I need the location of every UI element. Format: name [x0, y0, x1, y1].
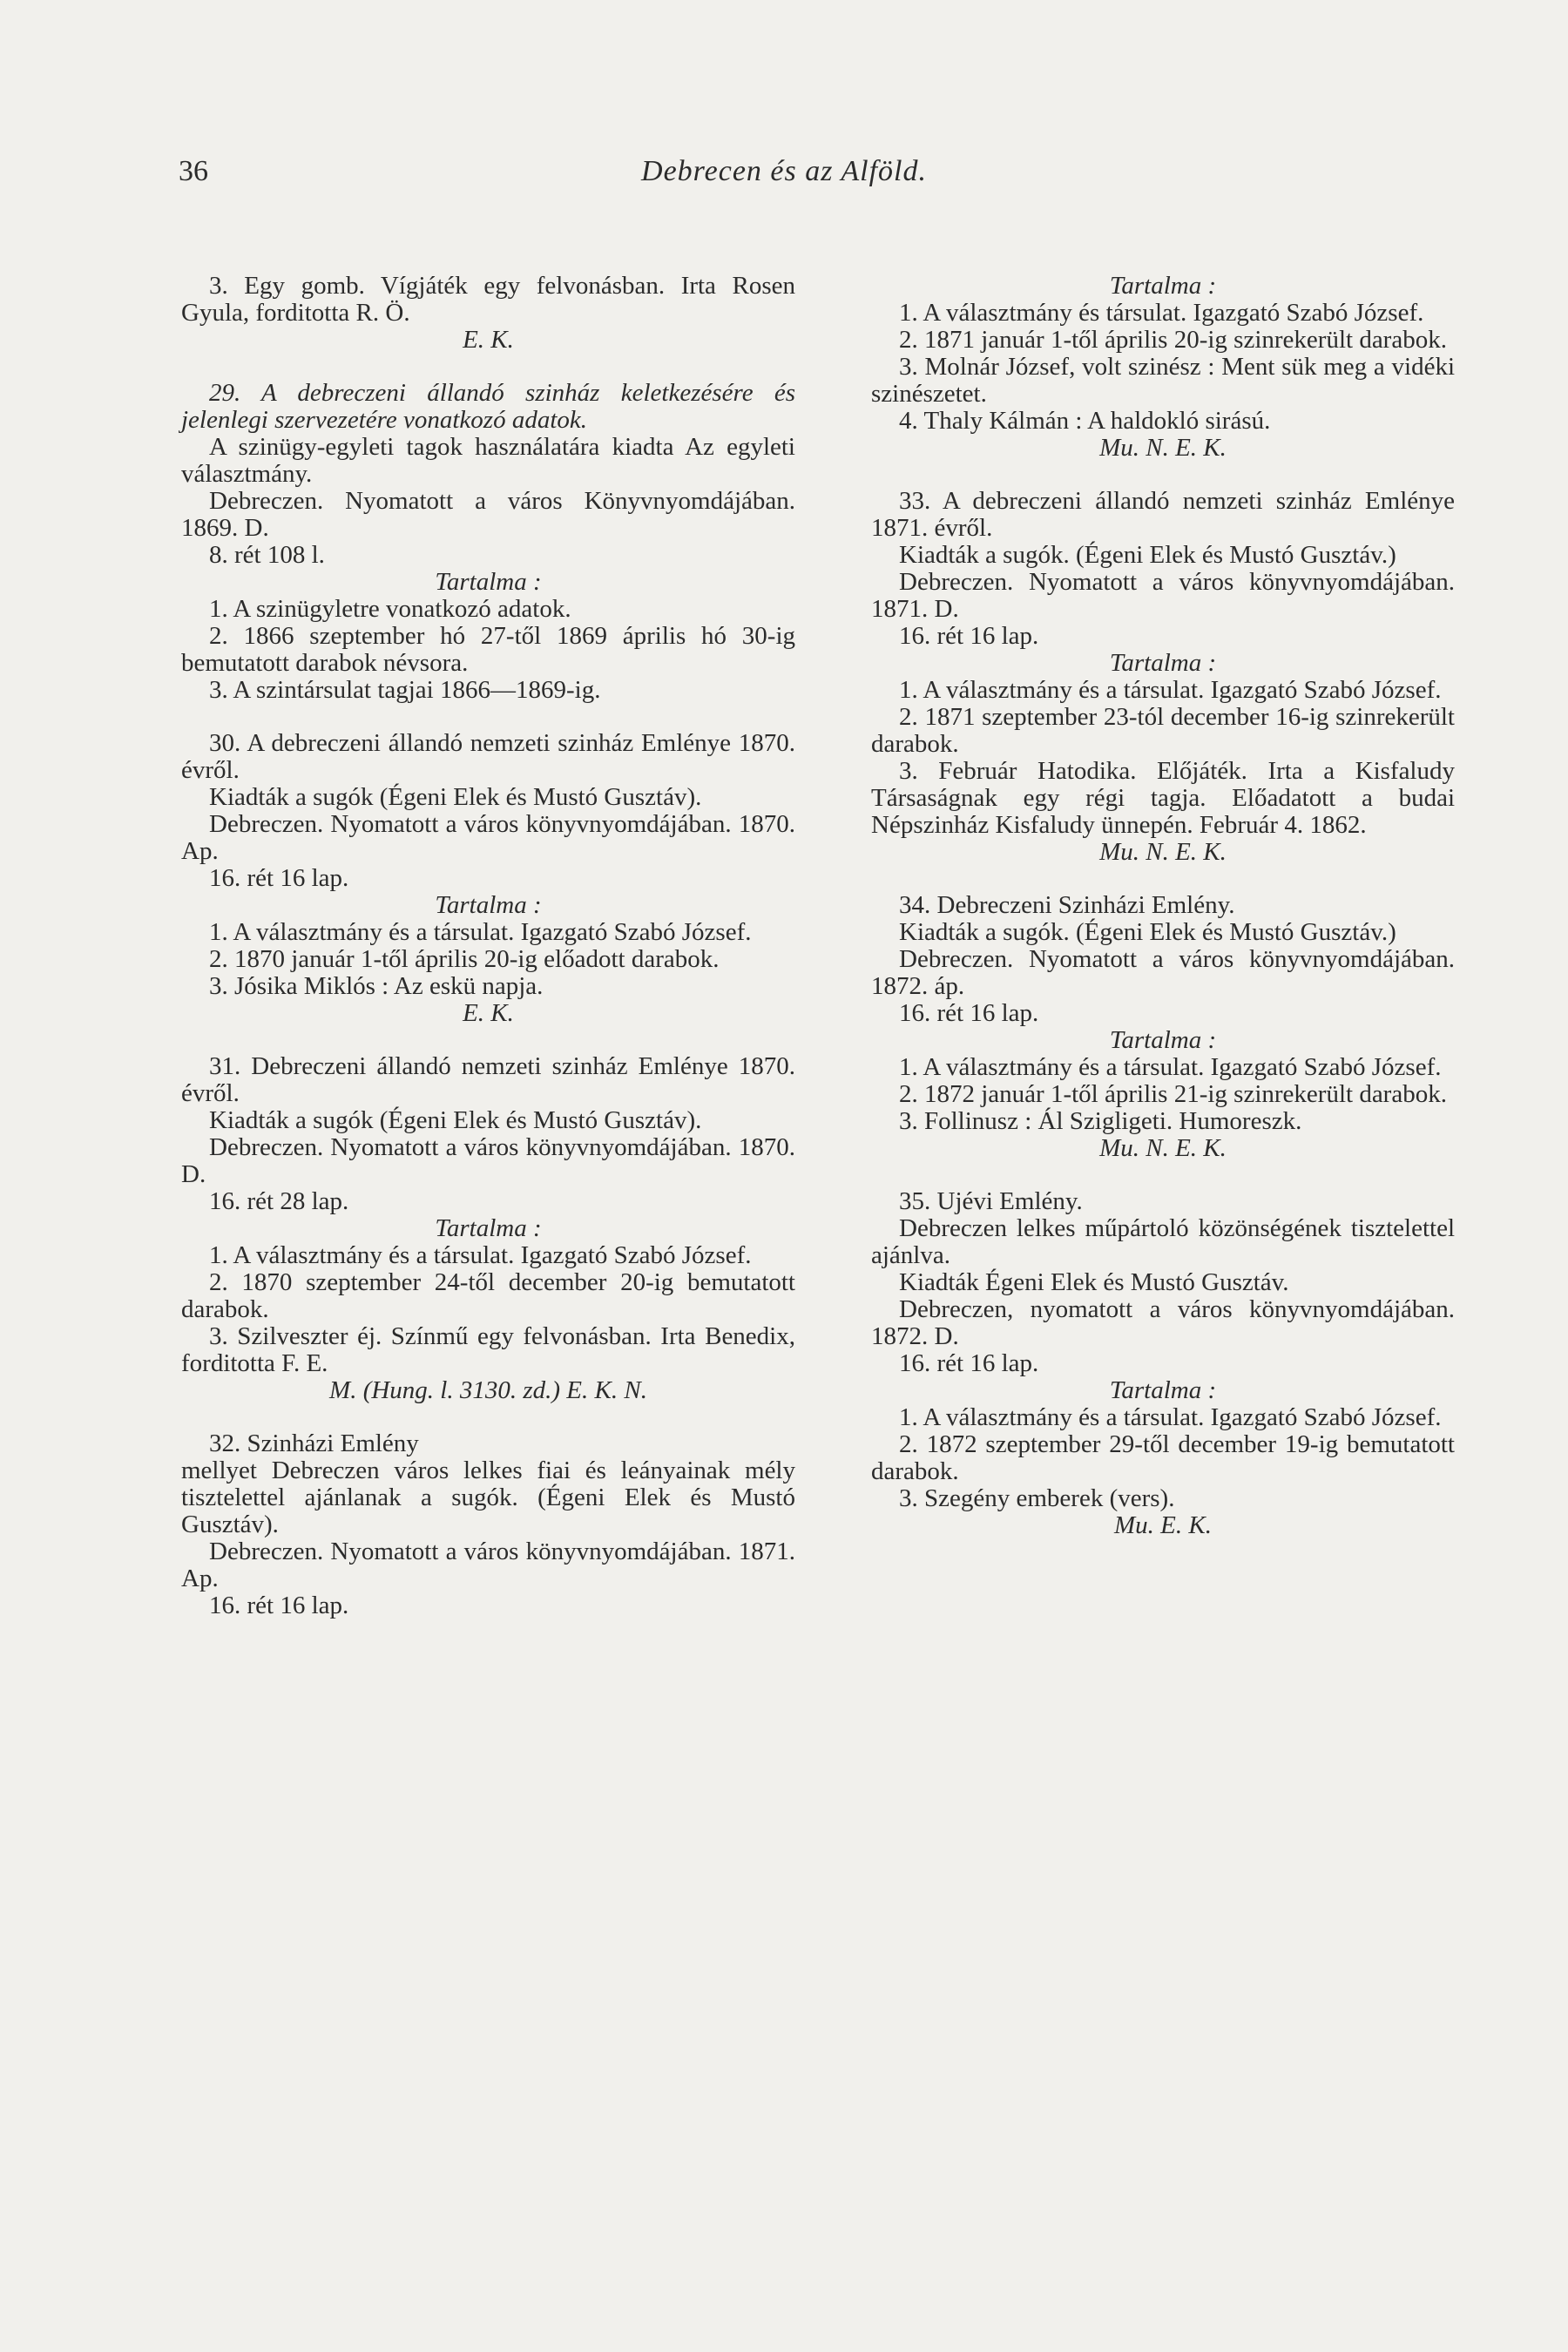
entry-line: 2. 1870 január 1-től április 20-ig előadott darabok. [209, 945, 720, 973]
entry-line: 8. rét 108 l. [209, 541, 325, 569]
entry-line: Debreczen. Nyomatott a város Könyvnyomdájában. 1869. D. [181, 487, 795, 542]
entry-line: 16. rét 16 lap. [209, 1592, 349, 1619]
entry-line: 3. Egy gomb. Vígjáték egy felvonásban. Irta Rosen Gyula, forditotta R. Ö. [181, 272, 795, 327]
entry-line: 3. Február Hatodika. Előjáték. Irta a Kisfaludy Társaságnak egy régi tagja. Előadatott a budai Népszinház Kisfaludy ünnepén. Február 4. 1862. [871, 757, 1455, 839]
entry-line: 29. A debreczeni állandó szinház keletkezésére és jelenlegi szervezetére vonatkozó adatok. [181, 379, 795, 434]
entry-line: Debreczen. Nyomatott a város könyvnyomdájában. 1870. Ap. [181, 810, 795, 865]
entry-line: E. K. [463, 999, 514, 1027]
entry-line: 33. A debreczeni állandó nemzeti szinház Emlénye 1871. évről. [871, 487, 1455, 542]
entry-line: Tartalma : [435, 1214, 542, 1242]
entry-line: Mu. E. K. [1114, 1511, 1212, 1539]
entry-line: Kiadták a sugók. (Égeni Elek és Mustó Gusztáv.) [899, 918, 1396, 946]
entry-line: Debreczen. Nyomatott a város könyvnyomdájában. 1871. Ap. [181, 1538, 795, 1592]
right-column [871, 273, 1455, 1565]
catalog-entry [871, 1188, 1455, 1539]
entry-line: Debreczen lelkes műpártoló közönségének tisztelettel ajánlva. [871, 1214, 1455, 1269]
entry-line: 16. rét 16 lap. [209, 864, 349, 892]
entry-line: 34. Debreczeni Szinházi Emlény. [899, 891, 1235, 919]
entry-line: 1. A választmány és a társulat. Igazgató Szabó József. [899, 1053, 1442, 1081]
entry-line: Kiadták Égeni Elek és Mustó Gusztáv. [899, 1268, 1289, 1296]
page-header [179, 155, 1389, 193]
entry-line: Debreczen. Nyomatott a város könyvnyomdájában. 1871. D. [871, 568, 1455, 623]
entry-line: 3. Molnár József, volt szinész : Ment sük meg a vidéki szinészetet. [871, 353, 1455, 408]
entry-line: 2. 1872 szeptember 29-től december 19-ig bemutatott darabok. [871, 1430, 1455, 1485]
entry-line: Tartalma : [1109, 1026, 1217, 1054]
entry-line: 1. A választmány és társulat. Igazgató Szabó József. [899, 299, 1424, 327]
entry-line: Debreczen. Nyomatott a város könyvnyomdájában. 1870. D. [181, 1133, 795, 1188]
entry-line: 3. A szintársulat tagjai 1866—1869-ig. [209, 676, 601, 704]
entry-line: 1. A választmány és a társulat. Igazgató Szabó József. [209, 1241, 752, 1269]
catalog-entry [181, 730, 795, 1027]
catalog-entry [871, 273, 1455, 462]
entry-line: Kiadták a sugók. (Égeni Elek és Mustó Gusztáv.) [899, 541, 1396, 569]
running-head: Debrecen és az Alföld. [641, 155, 927, 187]
entry-line: 2. 1871 január 1-től április 20-ig szinrekerült darabok. [899, 326, 1447, 354]
entry-line: A szinügy-egyleti tagok használatára kiadta Az egyleti választmány. [181, 433, 795, 488]
catalog-entry [871, 892, 1455, 1162]
entry-line: 1. A választmány és a társulat. Igazgató Szabó József. [209, 918, 752, 946]
entry-line: 32. Szinházi Emlény [209, 1429, 419, 1457]
entry-line: 3. Szilveszter éj. Színmű egy felvonásban. Irta Benedix, forditotta F. E. [181, 1322, 795, 1377]
entry-line: Tartalma : [435, 568, 542, 596]
entry-line: mellyet Debreczen város lelkes fiai és leányainak mély tisztelettel ajánlanak a sugók. (Égeni Elek és Mustó Gusztáv). [181, 1456, 795, 1538]
entry-line: Mu. N. E. K. [1099, 1134, 1227, 1162]
entry-line: Debreczen, nyomatott a város könyvnyomdájában. 1872. D. [871, 1295, 1455, 1350]
entry-line: 31. Debreczeni állandó nemzeti szinház Emlénye 1870. évről. [181, 1052, 795, 1107]
entry-line: 2. 1866 szeptember hó 27-től 1869 április hó 30-ig bemutatott darabok névsora. [181, 622, 795, 677]
page-number: 36 [179, 155, 208, 187]
entry-line: Tartalma : [1109, 1376, 1217, 1404]
catalog-entry [181, 1430, 795, 1619]
entry-line: 35. Ujévi Emlény. [899, 1187, 1083, 1215]
catalog-entry [871, 488, 1455, 866]
entry-line: 2. 1872 január 1-től április 21-ig szinrekerült darabok. [899, 1080, 1447, 1108]
entry-line: Debreczen. Nyomatott a város könyvnyomdájában. 1872. áp. [871, 945, 1455, 1000]
entry-line: 1. A szinügyletre vonatkozó adatok. [209, 595, 571, 623]
entry-line: 1. A választmány és a társulat. Igazgató Szabó József. [899, 676, 1442, 704]
entry-line: 2. 1871 szeptember 23-tól december 16-ig szinrekerült darabok. [871, 703, 1455, 758]
entry-line: 3. Follinusz : Ál Szigligeti. Humoreszk. [899, 1107, 1302, 1135]
entry-line: Kiadták a sugók (Égeni Elek és Mustó Gusztáv). [209, 783, 702, 811]
entry-line: 16. rét 28 lap. [209, 1187, 349, 1215]
entry-line: Mu. N. E. K. [1099, 434, 1227, 462]
left-column [181, 273, 795, 1646]
entry-line: 16. rét 16 lap. [899, 1349, 1039, 1377]
entry-line: Tartalma : [1109, 272, 1217, 300]
entry-line: 3. Szegény emberek (vers). [899, 1484, 1175, 1512]
catalog-entry [181, 273, 795, 354]
entry-line: Kiadták a sugók (Égeni Elek és Mustó Gusztáv). [209, 1106, 702, 1134]
catalog-entry [181, 380, 795, 704]
entry-line: 1. A választmány és a társulat. Igazgató Szabó József. [899, 1403, 1442, 1431]
entry-line: E. K. [463, 326, 514, 354]
entry-line: Mu. N. E. K. [1099, 838, 1227, 866]
entry-line: 16. rét 16 lap. [899, 622, 1039, 650]
entry-line: 16. rét 16 lap. [899, 999, 1039, 1027]
entry-line: 4. Thaly Kálmán : A haldokló sirású. [899, 407, 1271, 435]
entry-line: Tartalma : [435, 891, 542, 919]
entry-line: M. (Hung. l. 3130. zd.) E. K. N. [329, 1376, 647, 1404]
catalog-entry [181, 1053, 795, 1404]
entry-line: 2. 1870 szeptember 24-től december 20-ig bemutatott darabok. [181, 1268, 795, 1323]
entry-line: 3. Jósika Miklós : Az eskü napja. [209, 972, 544, 1000]
entry-line: Tartalma : [1109, 649, 1217, 677]
entry-line: 30. A debreczeni állandó nemzeti szinház Emlénye 1870. évről. [181, 729, 795, 784]
